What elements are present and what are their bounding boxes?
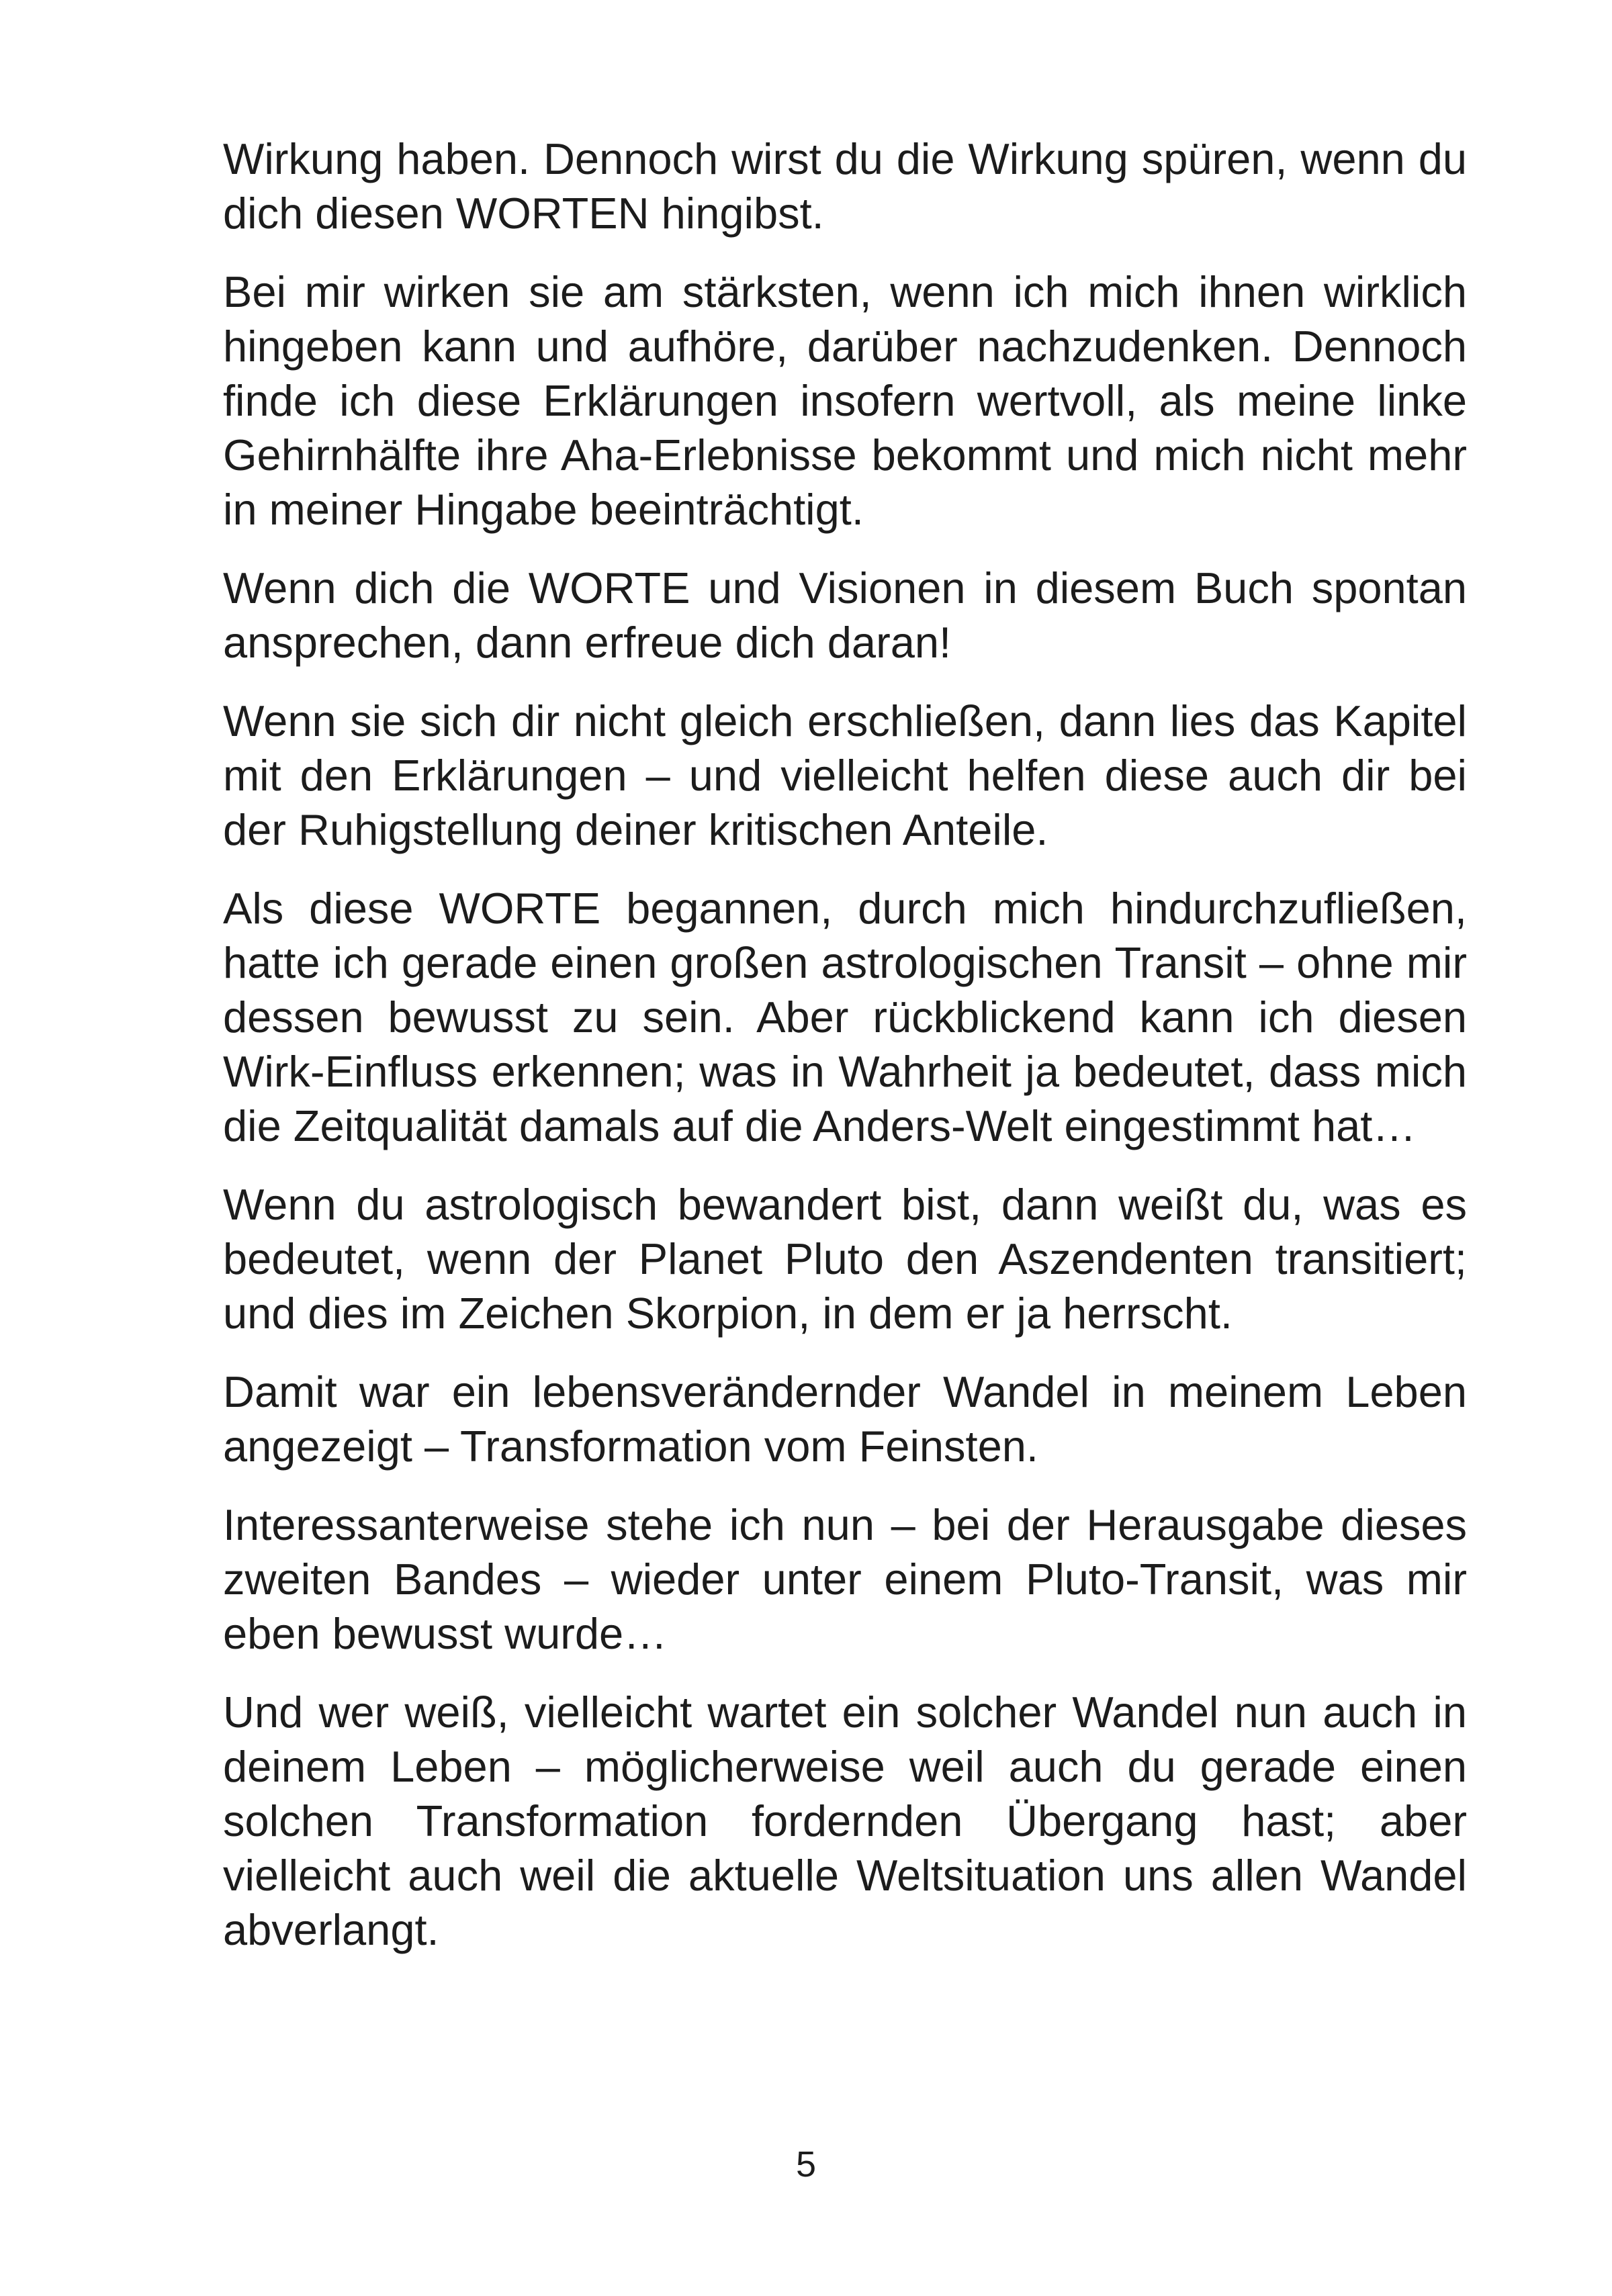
body-text [223,132,1467,1981]
paragraph: Wenn du astrologisch bewandert bist, dann weißt du, was es bedeutet, wenn der Planet Pluto den Aszendenten transitiert; und dies im Zeichen Skorpion, in dem er ja herrscht. [223,1180,1467,1338]
paragraph: Wirkung haben. Dennoch wirst du die Wirkung spüren, wenn du dich diesen WORTEN hingibst. [223,134,1467,238]
paragraph: Bei mir wirken sie am stärksten, wenn ich mich ihnen wirklich hingeben kann und aufhöre, darüber nachzudenken. Dennoch finde ich diese Erklärungen insofern wertvoll, als meine linke Gehirnhälfte ihre Aha-Erlebnisse bekommt und mich nicht mehr in meiner Hingabe beeinträchtigt. [223,267,1467,534]
paragraph: Wenn dich die WORTE und Visionen in diesem Buch spontan ansprechen, dann erfreue dich daran! [223,563,1467,667]
paragraph: Und wer weiß, vielleicht wartet ein solcher Wandel nun auch in deinem Leben – möglicherweise weil auch du gerade einen solchen Transformation fordernden Übergang hast; aber vielleicht auch weil die aktuelle Weltsituation uns allen Wandel abverlangt. [223,1688,1467,1954]
paragraph: Wenn sie sich dir nicht gleich erschließen, dann lies das Kapitel mit den Erklärungen – und vielleicht helfen diese auch dir bei der Ruhigstellung deiner kritischen Anteile. [223,696,1467,854]
paragraph: Interessanterweise stehe ich nun – bei der Herausgabe dieses zweiten Bandes – wieder unter einem Pluto-Transit, was mir eben bewusst wurde… [223,1500,1467,1658]
page-number: 5 [795,2144,817,2185]
paragraph: Als diese WORTE begannen, durch mich hindurchzufließen, hatte ich gerade einen großen astrologischen Transit – ohne mir dessen bewusst zu sein. Aber rückblickend kann ich diesen Wirk-Einfluss erkennen; was in Wahrheit ja bedeutet, dass mich die Zeitqualität damals auf die Anders-Welt eingestimmt hat… [223,884,1467,1150]
paragraph: Damit war ein lebensverändernder Wandel in meinem Leben angezeigt – Transformation vom Feinsten. [223,1367,1467,1471]
